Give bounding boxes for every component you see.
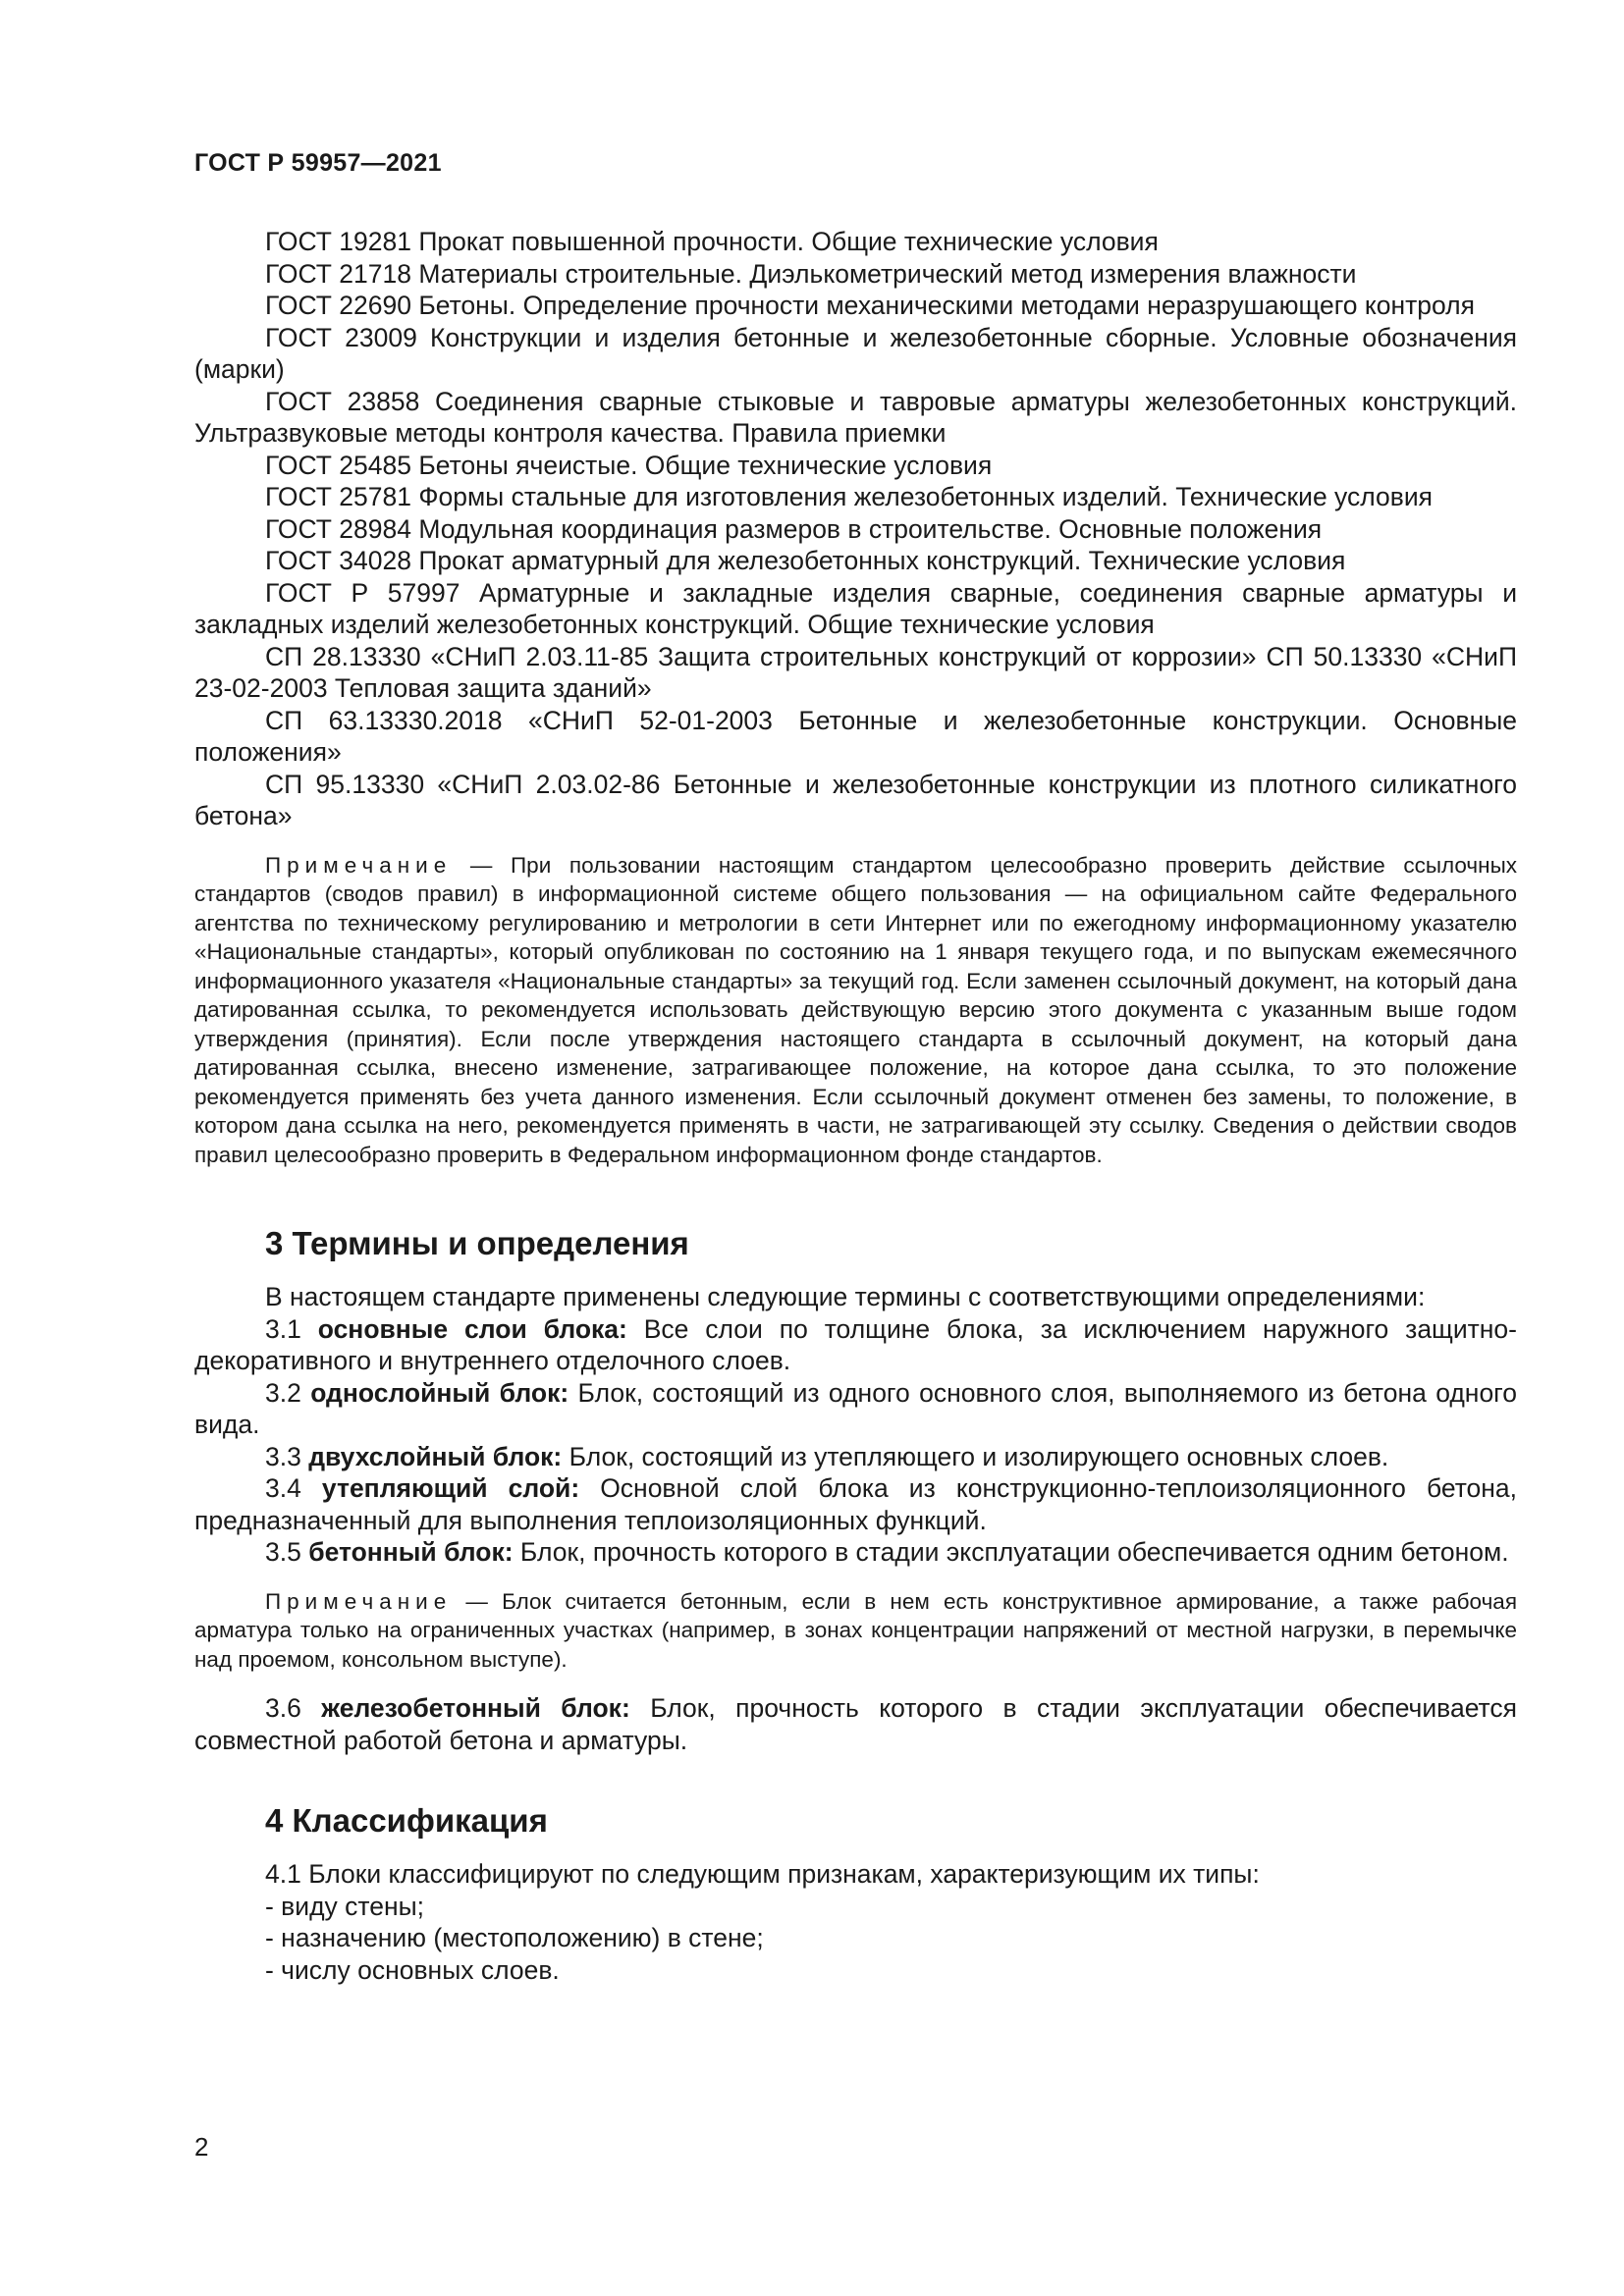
term-definition	[194, 1313, 1517, 1377]
term-name: однослойный блок:	[310, 1377, 569, 1408]
reference-item: СП 63.13330.2018 «СНиП 52-01-2003 Бетонные и железобетонные конструкции. Основные положения»	[194, 705, 1517, 767]
term-number: 3.1	[265, 1313, 318, 1344]
reference-item: СП 95.13330 «СНиП 2.03.02-86 Бетонные и железобетонные конструкции из плотного силикатного бетона»	[194, 769, 1517, 830]
term-number: 3.2	[265, 1377, 311, 1408]
note-label: Примечание	[265, 1588, 453, 1614]
term-number: 3.6	[265, 1693, 322, 1723]
reference-item: ГОСТ 28984 Модульная координация размеров в строительстве. Основные положения	[265, 513, 1323, 544]
reference-item: ГОСТ 23009 Конструкции и изделия бетонные и железобетонные сборные. Условные обозначения (марки)	[194, 322, 1517, 384]
reference-item: ГОСТ 25781 Формы стальные для изготовления железобетонных изделий. Технические условия	[265, 482, 1433, 511]
term-text: Блок, прочность которого в стадии эксплуатации обеспечивается совместной работой бетона и арматуры.	[194, 1693, 1517, 1755]
note-label: Примечание	[265, 852, 453, 878]
term-text: Основной слой блока из конструкционно-теплоизоляционного бетона, предназначенный для выполнения теплоизоляционных функций.	[194, 1473, 1518, 1535]
term-text: Блок, состоящий из утепляющего и изолирующего основных слоев.	[562, 1441, 1389, 1471]
normative-references-list	[194, 226, 1517, 832]
term-text: Блок, состоящий из одного основного слоя, выполняемого из бетона одного вида.	[194, 1377, 1518, 1439]
reference-item: ГОСТ 19281 Прокат повышенной прочности. Общие технические условия	[265, 227, 1159, 256]
term-name: железобетонный блок:	[321, 1693, 630, 1723]
section-4-heading: 4 Классификация	[265, 1802, 548, 1839]
note-text: — При пользовании настоящим стандартом целесообразно проверить действие ссылочных стандартов (сводов правил) в информационной системе общего пользования — на официальном сайте Федерального агентства по техническому регулированию и метрологии в сети Интернет или по ежегодному информационному указателю «Национальные стандарты», который опубликован по состоянию на 1 января текущего года, и по выпускам ежемесячного информационного указателя «Национальные стандарты» за текущий год. Если заменен ссылочный документ, на который дана датированная ссылка, то рекомендуется использовать действующую версию этого документа с указанным выше годом утверждения (принятия). Если после утверждения настоящего стандарта в ссылочный документ, на который дана датированная ссылка, внесено изменение, затрагивающее положение, на которое дана ссылка, то это положение рекомендуется применять без учета данного изменения. Если ссылочный документ отменен без замены, то положение, в котором дана ссылка на него, рекомендуется применять в части, не затрагивающей эту ссылку. Сведения о действии сводов правил целесообразно проверить в Федеральном информационном фонде стандартов.	[194, 852, 1517, 1167]
reference-item: СП 28.13330 «СНиП 2.03.11-85 Защита строительных конструкций от коррозии» СП 50.13330 «СНиП 23-02-2003 Тепловая защита зданий»	[194, 641, 1517, 703]
classification-list-item: - назначению (местоположению) в стене;	[265, 1923, 764, 1952]
term-definition	[194, 1536, 1517, 1569]
term-definition	[194, 1692, 1517, 1756]
term-text: Все слои по толщине блока, за исключением наружного защитно-декоративного и внутреннего отделочного слоев.	[194, 1313, 1517, 1375]
term-name: бетонный блок:	[308, 1537, 514, 1567]
section-4-intro: 4.1 Блоки классифицируют по следующим признакам, характеризующим их типы:	[265, 1859, 1260, 1889]
reference-item: ГОСТ Р 57997 Арматурные и закладные изделия сварные, соединения сварные арматуры и закладных изделий железобетонных конструкций. Общие технические условия	[194, 577, 1517, 639]
section-3-heading: 3 Термины и определения	[265, 1225, 689, 1261]
reference-item: ГОСТ 22690 Бетоны. Определение прочности механическими методами неразрушающего контроля	[265, 291, 1475, 320]
term-definition	[194, 1472, 1517, 1536]
concrete-block-note	[194, 1587, 1517, 1675]
document-code-header: ГОСТ Р 59957—2021	[194, 149, 442, 177]
term-definition	[194, 1377, 1517, 1441]
section-3-intro: В настоящем стандарте применены следующие термины с соответствующими определениями:	[265, 1282, 1426, 1311]
references-note	[194, 851, 1517, 1170]
term-number: 3.5	[265, 1537, 309, 1567]
term-number: 3.4	[265, 1473, 322, 1503]
term-text: Блок, прочность которого в стадии эксплуатации обеспечивается одним бетоном.	[513, 1537, 1509, 1567]
term-number: 3.3	[265, 1441, 309, 1471]
page-body	[194, 226, 1517, 1986]
term-definition	[194, 1441, 1517, 1473]
classification-list-item: - числу основных слоев.	[265, 1954, 560, 1985]
reference-item: ГОСТ 21718 Материалы строительные. Диэлькометрический метод измерения влажности	[265, 258, 1357, 289]
note-text: — Блок считается бетонным, если в нем есть конструктивное армирование, а также рабочая арматура только на ограниченных участках (например, в зонах концентрации напряжений от местной нагрузки, в перемычке над проемом, консольном выступе).	[194, 1588, 1517, 1672]
term-name: основные слои блока:	[317, 1313, 627, 1344]
classification-list-item: - виду стены;	[265, 1891, 425, 1921]
reference-item: ГОСТ 25485 Бетоны ячеистые. Общие технические условия	[265, 450, 993, 480]
reference-item: ГОСТ 34028 Прокат арматурный для железобетонных конструкций. Технические условия	[265, 546, 1346, 575]
term-name: двухслойный блок:	[308, 1441, 563, 1471]
page-number: 2	[194, 2132, 209, 2162]
term-name: утепляющий слой:	[321, 1473, 580, 1503]
reference-item: ГОСТ 23858 Соединения сварные стыковые и тавровые арматуры железобетонных конструкций. Ультразвуковые методы контроля качества. Правила приемки	[194, 386, 1517, 448]
